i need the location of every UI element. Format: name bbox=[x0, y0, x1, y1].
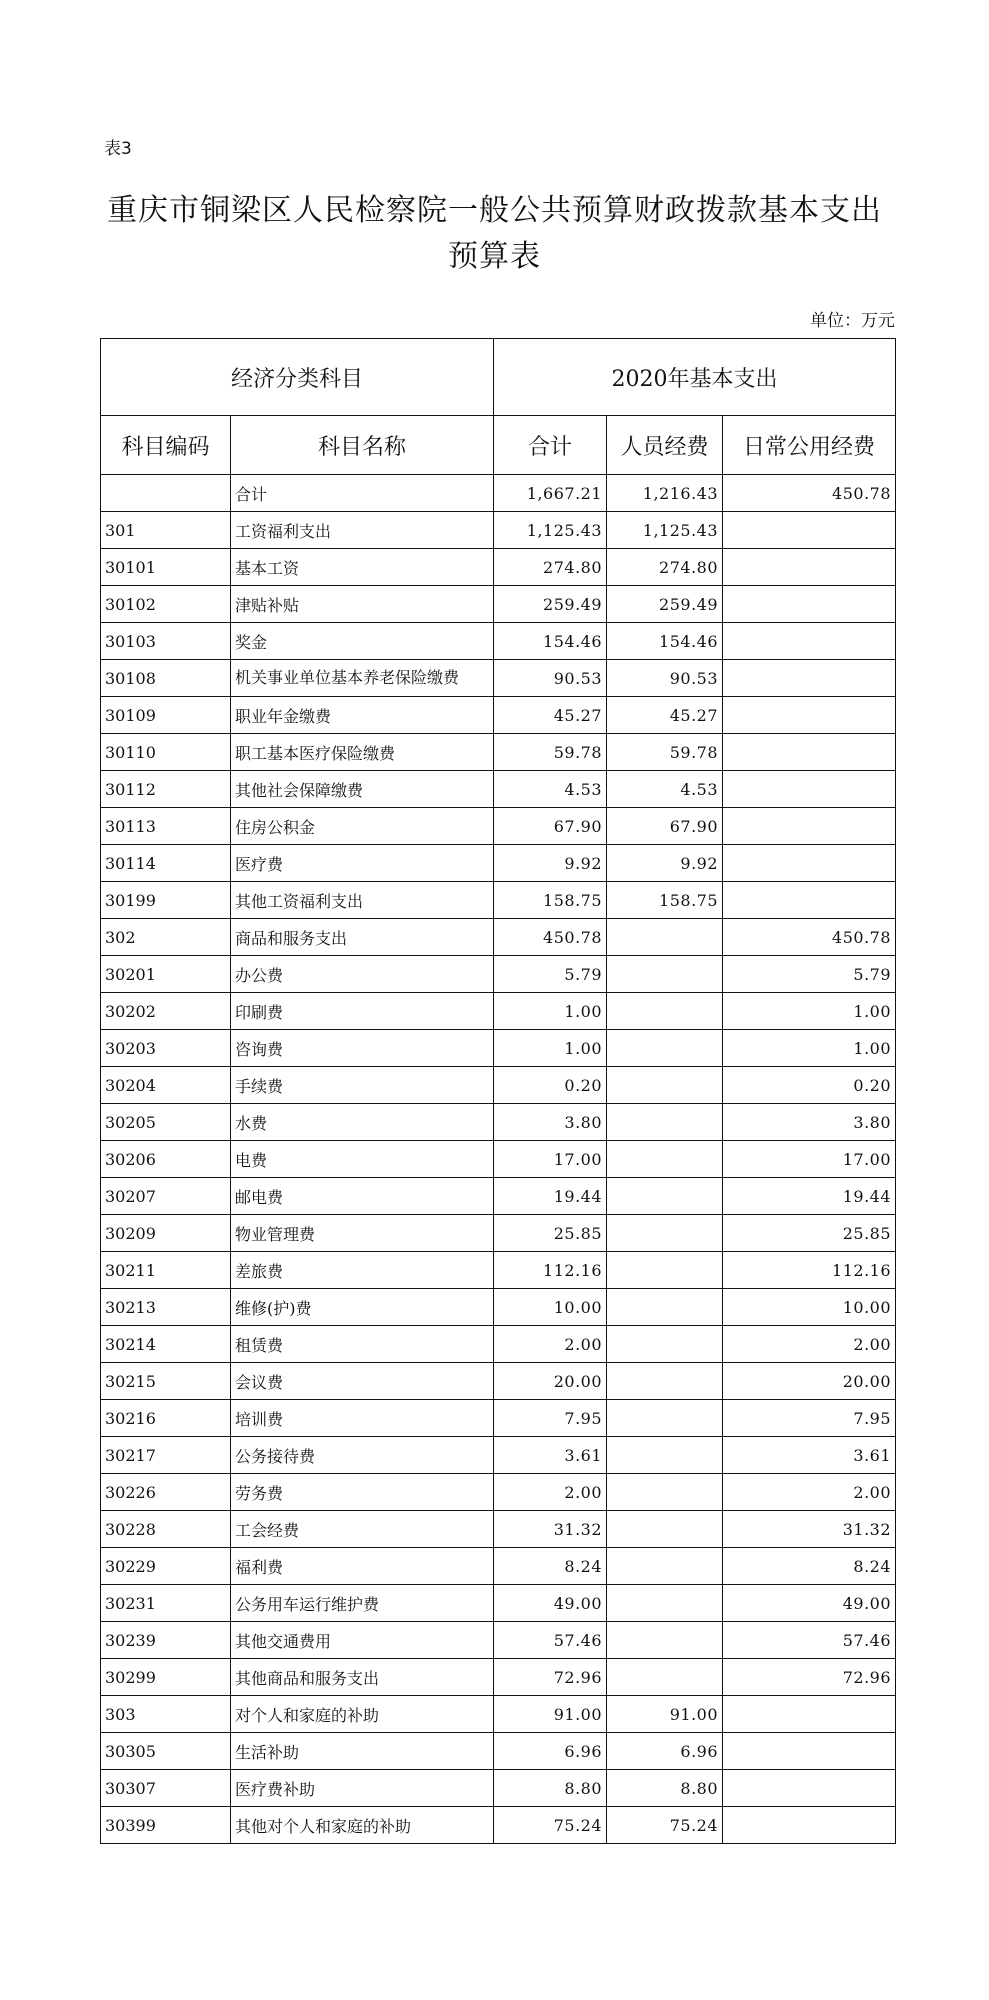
row-name-cell: 会议费 bbox=[231, 1363, 494, 1400]
table-row bbox=[101, 919, 896, 956]
row-public-cell: 2.00 bbox=[723, 1326, 896, 1363]
row-code-cell: 30207 bbox=[101, 1178, 231, 1215]
row-personnel-cell bbox=[607, 1141, 723, 1178]
row-total-cell: 8.80 bbox=[494, 1770, 607, 1807]
row-total-cell: 2.00 bbox=[494, 1474, 607, 1511]
row-code-cell bbox=[101, 475, 231, 512]
row-personnel-cell bbox=[607, 1252, 723, 1289]
row-total-cell: 154.46 bbox=[494, 623, 607, 660]
row-public-cell bbox=[723, 1807, 896, 1844]
row-personnel-cell: 274.80 bbox=[607, 549, 723, 586]
row-public-cell: 112.16 bbox=[723, 1252, 896, 1289]
row-personnel-cell bbox=[607, 1622, 723, 1659]
row-code-cell: 30101 bbox=[101, 549, 231, 586]
row-code-cell: 30113 bbox=[101, 808, 231, 845]
row-code-cell: 30206 bbox=[101, 1141, 231, 1178]
row-name-cell: 差旅费 bbox=[231, 1252, 494, 1289]
table-row bbox=[101, 1141, 896, 1178]
row-code-cell: 30305 bbox=[101, 1733, 231, 1770]
row-public-cell bbox=[723, 623, 896, 660]
table-row bbox=[101, 1326, 896, 1363]
row-total-cell: 25.85 bbox=[494, 1215, 607, 1252]
row-code-cell: 30216 bbox=[101, 1400, 231, 1437]
row-total-cell: 20.00 bbox=[494, 1363, 607, 1400]
row-public-cell: 10.00 bbox=[723, 1289, 896, 1326]
row-name-cell: 办公费 bbox=[231, 956, 494, 993]
row-code-cell: 30217 bbox=[101, 1437, 231, 1474]
page-title: 重庆市铜梁区人民检察院一般公共预算财政拨款基本支出预算表 bbox=[107, 193, 882, 274]
row-name-cell: 津贴补贴 bbox=[231, 586, 494, 623]
row-total-cell: 17.00 bbox=[494, 1141, 607, 1178]
row-name-cell: 医疗费补助 bbox=[231, 1770, 494, 1807]
row-code-cell: 30215 bbox=[101, 1363, 231, 1400]
table-row bbox=[101, 475, 896, 512]
row-name-cell: 基本工资 bbox=[231, 549, 494, 586]
row-name-cell: 电费 bbox=[231, 1141, 494, 1178]
table-row bbox=[101, 1067, 896, 1104]
row-public-cell: 57.46 bbox=[723, 1622, 896, 1659]
row-public-cell: 1.00 bbox=[723, 993, 896, 1030]
row-name-cell: 手续费 bbox=[231, 1067, 494, 1104]
table-row bbox=[101, 1363, 896, 1400]
table-row bbox=[101, 549, 896, 586]
row-code-cell: 30110 bbox=[101, 734, 231, 771]
row-public-cell bbox=[723, 771, 896, 808]
table-row bbox=[101, 1770, 896, 1807]
row-code-cell: 30202 bbox=[101, 993, 231, 1030]
row-public-cell bbox=[723, 1733, 896, 1770]
row-code-cell: 30231 bbox=[101, 1585, 231, 1622]
row-code-cell: 301 bbox=[101, 512, 231, 549]
row-personnel-cell bbox=[607, 956, 723, 993]
row-public-cell: 49.00 bbox=[723, 1585, 896, 1622]
row-public-cell: 72.96 bbox=[723, 1659, 896, 1696]
row-public-cell bbox=[723, 734, 896, 771]
row-personnel-cell bbox=[607, 993, 723, 1030]
row-public-cell: 450.78 bbox=[723, 475, 896, 512]
row-personnel-cell: 6.96 bbox=[607, 1733, 723, 1770]
row-public-cell: 450.78 bbox=[723, 919, 896, 956]
row-name-cell: 工会经费 bbox=[231, 1511, 494, 1548]
row-total-cell: 259.49 bbox=[494, 586, 607, 623]
row-personnel-cell: 154.46 bbox=[607, 623, 723, 660]
row-personnel-cell bbox=[607, 1289, 723, 1326]
row-total-cell: 10.00 bbox=[494, 1289, 607, 1326]
row-public-cell: 25.85 bbox=[723, 1215, 896, 1252]
row-code-cell: 30201 bbox=[101, 956, 231, 993]
row-total-cell: 8.24 bbox=[494, 1548, 607, 1585]
row-code-cell: 30399 bbox=[101, 1807, 231, 1844]
row-personnel-cell bbox=[607, 919, 723, 956]
table-row bbox=[101, 697, 896, 734]
table-row bbox=[101, 771, 896, 808]
header-code: 科目编码 bbox=[101, 416, 231, 475]
row-personnel-cell bbox=[607, 1585, 723, 1622]
row-total-cell: 49.00 bbox=[494, 1585, 607, 1622]
table-row bbox=[101, 1696, 896, 1733]
row-total-cell: 57.46 bbox=[494, 1622, 607, 1659]
row-name-cell: 公务接待费 bbox=[231, 1437, 494, 1474]
table-row bbox=[101, 808, 896, 845]
table-row bbox=[101, 882, 896, 919]
row-name-cell: 商品和服务支出 bbox=[231, 919, 494, 956]
row-name-cell: 其他工资福利支出 bbox=[231, 882, 494, 919]
header-name: 科目名称 bbox=[231, 416, 494, 475]
row-personnel-cell bbox=[607, 1474, 723, 1511]
row-public-cell: 2.00 bbox=[723, 1474, 896, 1511]
row-code-cell: 30203 bbox=[101, 1030, 231, 1067]
table-label: 表3 bbox=[104, 139, 132, 159]
row-name-cell: 生活补助 bbox=[231, 1733, 494, 1770]
row-name-cell: 奖金 bbox=[231, 623, 494, 660]
table-row bbox=[101, 1511, 896, 1548]
table-row bbox=[101, 1548, 896, 1585]
row-code-cell: 30214 bbox=[101, 1326, 231, 1363]
row-public-cell: 3.61 bbox=[723, 1437, 896, 1474]
row-total-cell: 1,667.21 bbox=[494, 475, 607, 512]
header-econ-class: 经济分类科目 bbox=[101, 339, 494, 416]
table-row bbox=[101, 1289, 896, 1326]
row-name-cell: 其他对个人和家庭的补助 bbox=[231, 1807, 494, 1844]
row-name-cell: 工资福利支出 bbox=[231, 512, 494, 549]
row-total-cell: 75.24 bbox=[494, 1807, 607, 1844]
row-code-cell: 30108 bbox=[101, 660, 231, 697]
row-code-cell: 30205 bbox=[101, 1104, 231, 1141]
table-row bbox=[101, 956, 896, 993]
row-personnel-cell bbox=[607, 1215, 723, 1252]
row-total-cell: 1.00 bbox=[494, 993, 607, 1030]
row-total-cell: 3.61 bbox=[494, 1437, 607, 1474]
row-public-cell: 19.44 bbox=[723, 1178, 896, 1215]
table-row bbox=[101, 1622, 896, 1659]
row-total-cell: 5.79 bbox=[494, 956, 607, 993]
row-total-cell: 274.80 bbox=[494, 549, 607, 586]
row-name-cell: 物业管理费 bbox=[231, 1215, 494, 1252]
row-code-cell: 30213 bbox=[101, 1289, 231, 1326]
row-personnel-cell bbox=[607, 1030, 723, 1067]
row-total-cell: 3.80 bbox=[494, 1104, 607, 1141]
row-code-cell: 30211 bbox=[101, 1252, 231, 1289]
row-name-cell: 福利费 bbox=[231, 1548, 494, 1585]
row-public-cell bbox=[723, 512, 896, 549]
header-row-1 bbox=[101, 339, 896, 416]
row-code-cell: 302 bbox=[101, 919, 231, 956]
row-personnel-cell bbox=[607, 1104, 723, 1141]
row-public-cell bbox=[723, 845, 896, 882]
table-row bbox=[101, 845, 896, 882]
row-name-cell: 职工基本医疗保险缴费 bbox=[231, 734, 494, 771]
row-total-cell: 67.90 bbox=[494, 808, 607, 845]
table-row bbox=[101, 993, 896, 1030]
row-total-cell: 90.53 bbox=[494, 660, 607, 697]
row-code-cell: 30112 bbox=[101, 771, 231, 808]
row-name-cell: 邮电费 bbox=[231, 1178, 494, 1215]
row-personnel-cell bbox=[607, 1326, 723, 1363]
row-total-cell: 450.78 bbox=[494, 919, 607, 956]
row-personnel-cell: 4.53 bbox=[607, 771, 723, 808]
row-name-cell: 培训费 bbox=[231, 1400, 494, 1437]
row-public-cell: 8.24 bbox=[723, 1548, 896, 1585]
row-personnel-cell: 91.00 bbox=[607, 1696, 723, 1733]
row-code-cell: 30299 bbox=[101, 1659, 231, 1696]
row-total-cell: 1,125.43 bbox=[494, 512, 607, 549]
row-total-cell: 9.92 bbox=[494, 845, 607, 882]
row-public-cell bbox=[723, 808, 896, 845]
row-code-cell: 30103 bbox=[101, 623, 231, 660]
row-personnel-cell: 8.80 bbox=[607, 1770, 723, 1807]
row-personnel-cell: 9.92 bbox=[607, 845, 723, 882]
table-row bbox=[101, 1807, 896, 1844]
table-row bbox=[101, 512, 896, 549]
table-row bbox=[101, 1400, 896, 1437]
row-name-cell: 其他商品和服务支出 bbox=[231, 1659, 494, 1696]
row-personnel-cell bbox=[607, 1659, 723, 1696]
table-row bbox=[101, 1215, 896, 1252]
row-public-cell: 20.00 bbox=[723, 1363, 896, 1400]
row-personnel-cell bbox=[607, 1511, 723, 1548]
row-code-cell: 30109 bbox=[101, 697, 231, 734]
row-public-cell: 5.79 bbox=[723, 956, 896, 993]
budget-table bbox=[100, 338, 896, 1844]
table-row bbox=[101, 734, 896, 771]
row-public-cell bbox=[723, 1696, 896, 1733]
row-name-cell: 租赁费 bbox=[231, 1326, 494, 1363]
header-personnel: 人员经费 bbox=[607, 416, 723, 475]
table-row bbox=[101, 1030, 896, 1067]
row-total-cell: 7.95 bbox=[494, 1400, 607, 1437]
table-row bbox=[101, 1659, 896, 1696]
row-code-cell: 30307 bbox=[101, 1770, 231, 1807]
row-public-cell: 3.80 bbox=[723, 1104, 896, 1141]
row-public-cell: 1.00 bbox=[723, 1030, 896, 1067]
table-row bbox=[101, 660, 896, 697]
row-personnel-cell: 158.75 bbox=[607, 882, 723, 919]
table-row bbox=[101, 1178, 896, 1215]
row-public-cell: 31.32 bbox=[723, 1511, 896, 1548]
row-total-cell: 91.00 bbox=[494, 1696, 607, 1733]
row-personnel-cell bbox=[607, 1363, 723, 1400]
row-code-cell: 30239 bbox=[101, 1622, 231, 1659]
row-personnel-cell: 67.90 bbox=[607, 808, 723, 845]
table-row bbox=[101, 623, 896, 660]
header-public: 日常公用经费 bbox=[723, 416, 896, 475]
row-total-cell: 59.78 bbox=[494, 734, 607, 771]
row-total-cell: 4.53 bbox=[494, 771, 607, 808]
row-total-cell: 158.75 bbox=[494, 882, 607, 919]
row-code-cell: 30226 bbox=[101, 1474, 231, 1511]
row-personnel-cell: 90.53 bbox=[607, 660, 723, 697]
row-personnel-cell: 1,125.43 bbox=[607, 512, 723, 549]
row-name-cell: 医疗费 bbox=[231, 845, 494, 882]
header-row-2 bbox=[101, 416, 896, 475]
row-total-cell: 31.32 bbox=[494, 1511, 607, 1548]
row-personnel-cell bbox=[607, 1400, 723, 1437]
row-public-cell bbox=[723, 697, 896, 734]
row-name-cell: 其他交通费用 bbox=[231, 1622, 494, 1659]
table-row bbox=[101, 1474, 896, 1511]
table-row bbox=[101, 586, 896, 623]
row-personnel-cell: 259.49 bbox=[607, 586, 723, 623]
row-total-cell: 19.44 bbox=[494, 1178, 607, 1215]
row-name-cell: 职业年金缴费 bbox=[231, 697, 494, 734]
row-personnel-cell bbox=[607, 1067, 723, 1104]
row-name-cell: 其他社会保障缴费 bbox=[231, 771, 494, 808]
row-name-cell: 机关事业单位基本养老保险缴费 bbox=[231, 660, 494, 697]
row-name-cell: 劳务费 bbox=[231, 1474, 494, 1511]
row-name-cell: 水费 bbox=[231, 1104, 494, 1141]
row-code-cell: 30114 bbox=[101, 845, 231, 882]
row-code-cell: 30199 bbox=[101, 882, 231, 919]
row-public-cell: 17.00 bbox=[723, 1141, 896, 1178]
row-public-cell: 7.95 bbox=[723, 1400, 896, 1437]
unit-label: 单位：万元 bbox=[810, 311, 895, 331]
row-name-cell: 咨询费 bbox=[231, 1030, 494, 1067]
row-code-cell: 303 bbox=[101, 1696, 231, 1733]
row-name-cell: 合计 bbox=[231, 475, 494, 512]
row-personnel-cell bbox=[607, 1437, 723, 1474]
row-total-cell: 6.96 bbox=[494, 1733, 607, 1770]
row-personnel-cell: 75.24 bbox=[607, 1807, 723, 1844]
row-public-cell bbox=[723, 660, 896, 697]
row-code-cell: 30204 bbox=[101, 1067, 231, 1104]
row-total-cell: 2.00 bbox=[494, 1326, 607, 1363]
row-code-cell: 30228 bbox=[101, 1511, 231, 1548]
row-name-cell: 印刷费 bbox=[231, 993, 494, 1030]
header-basic-spending: 2020年基本支出 bbox=[494, 339, 896, 416]
row-name-cell: 对个人和家庭的补助 bbox=[231, 1696, 494, 1733]
row-public-cell bbox=[723, 586, 896, 623]
row-public-cell bbox=[723, 882, 896, 919]
row-name-cell: 住房公积金 bbox=[231, 808, 494, 845]
row-public-cell bbox=[723, 1770, 896, 1807]
row-personnel-cell: 59.78 bbox=[607, 734, 723, 771]
table-row bbox=[101, 1252, 896, 1289]
row-personnel-cell: 1,216.43 bbox=[607, 475, 723, 512]
table-row bbox=[101, 1585, 896, 1622]
row-code-cell: 30209 bbox=[101, 1215, 231, 1252]
row-code-cell: 30229 bbox=[101, 1548, 231, 1585]
row-total-cell: 45.27 bbox=[494, 697, 607, 734]
table-row bbox=[101, 1104, 896, 1141]
row-name-cell: 公务用车运行维护费 bbox=[231, 1585, 494, 1622]
row-public-cell: 0.20 bbox=[723, 1067, 896, 1104]
row-personnel-cell: 45.27 bbox=[607, 697, 723, 734]
row-personnel-cell bbox=[607, 1178, 723, 1215]
row-total-cell: 112.16 bbox=[494, 1252, 607, 1289]
table-row bbox=[101, 1437, 896, 1474]
table-row bbox=[101, 1733, 896, 1770]
row-name-cell: 维修(护)费 bbox=[231, 1289, 494, 1326]
row-code-cell: 30102 bbox=[101, 586, 231, 623]
header-total: 合计 bbox=[494, 416, 607, 475]
row-personnel-cell bbox=[607, 1548, 723, 1585]
row-total-cell: 0.20 bbox=[494, 1067, 607, 1104]
row-public-cell bbox=[723, 549, 896, 586]
row-total-cell: 1.00 bbox=[494, 1030, 607, 1067]
row-total-cell: 72.96 bbox=[494, 1659, 607, 1696]
